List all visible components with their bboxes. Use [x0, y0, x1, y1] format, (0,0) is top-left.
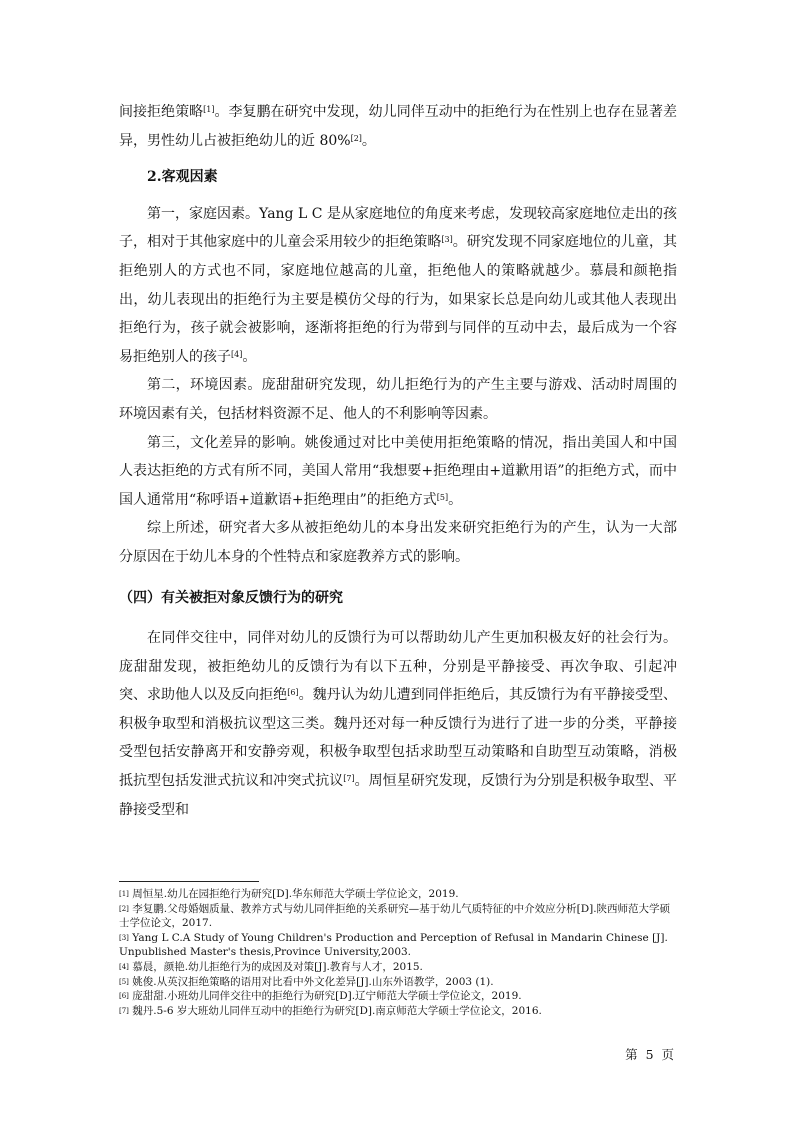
paragraph-summary: 综上所述，研究者大多从被拒绝幼儿的本身出发来研究拒绝行为的产生，认为一大部分原因在于幼儿本身的个性特点和家庭教养方式的影响。	[119, 520, 677, 565]
body-text	[119, 98, 677, 824]
citation-ref[interactable]: [7]	[343, 774, 355, 784]
citation-ref[interactable]: [4]	[231, 349, 243, 359]
citation-ref[interactable]: [6]	[287, 688, 299, 698]
footnote	[119, 1004, 679, 1019]
text: 。	[361, 132, 376, 149]
text: 第三，文化差异的影响。姚俊通过对比中美使用拒绝策略的情况，指出美国人和中国人表达拒绝的方式有所不同，美国人常用“我想要+拒绝理由+道歉用语”的拒绝方式，而中国人通常用“称呼语+道歉语+拒绝理由”的拒绝方式	[119, 434, 677, 508]
footnote-mark: [4]	[119, 962, 129, 971]
page-number: 第 5 页	[625, 1047, 676, 1062]
text: 。	[448, 491, 463, 508]
citation-ref[interactable]: [2]	[350, 133, 362, 143]
footnote-mark: [1]	[119, 890, 129, 898]
paragraph-family-factors	[119, 200, 677, 372]
footnote	[119, 902, 679, 931]
citation-ref[interactable]: [3]	[441, 235, 453, 245]
citation-ref[interactable]: [1]	[203, 105, 215, 114]
footnote-text: 周恒星.幼儿在园拒绝行为研究[D].华东师范大学硕士学位论文，2019.	[128, 888, 459, 900]
footnote	[119, 931, 679, 960]
footnote	[119, 975, 679, 990]
paragraph-environment: 第二，环境因素。庞甜甜研究发现，幼儿拒绝行为的产生主要与游戏、活动时周围的环境因素有关，包括材料资源不足、他人的不利影响等因素。	[119, 377, 677, 422]
text: 在同伴交往中，同伴对幼儿的反馈行为可以帮助幼儿产生更加积极友好的社会行为。庞甜甜发现，被拒绝幼儿的反馈行为有以下五种，分别是平静接受、再次争取、引起冲突、求助他人以及反向拒绝	[119, 630, 677, 704]
footnote-text: Yang L C.A Study of Young Children's Production and Perception of Refusal in Mandarin Chinese [J]. Unpublished Master's thesis,Province University,2003.	[119, 931, 668, 959]
footnote	[119, 960, 679, 975]
footnote-mark: [2]	[119, 904, 129, 913]
footnote-mark: [3]	[119, 933, 129, 942]
footnote-mark: [7]	[119, 1006, 129, 1015]
paragraph-feedback	[119, 624, 677, 824]
citation-ref[interactable]: [5]	[436, 492, 449, 502]
text: 。魏丹认为幼儿遭到同伴拒绝后，其反馈行为有平静接受型、积极争取型和消极抗议型这三类。魏丹还对每一种反馈行为进行了进一步的分类，平静接受型包括安静离开和安静旁观，积极争取型包括求助型互动策略和自助型互动策略，消极抵抗型包括发泄式抗议和冲突式抗议	[119, 687, 677, 790]
footnote-text: 姚俊.从英汉拒绝策略的语用对比看中外文化差异[J].山东外语教学，2003 (1).	[128, 975, 494, 988]
footnote-text: 魏丹.5-6 岁大班幼儿同伴互动中的拒绝行为研究[D].南京师范大学硕士学位论文，2016.	[128, 1004, 542, 1017]
section-heading: （四）有关被拒对象反馈行为的研究	[119, 589, 343, 606]
footnote-mark: [6]	[119, 992, 129, 1001]
footnotes	[119, 887, 679, 1018]
text: 。周恒星研究发现，反馈行为分别是积极争取型、平静接受型和	[119, 773, 678, 818]
paragraph-continued	[119, 98, 677, 155]
footnote	[119, 989, 679, 1004]
text: 。研究发现不同家庭地位的儿童，其拒绝别人的方式也不同，家庭地位越高的儿童，拒绝他人的策略就越少。慕晨和颜艳指出，幼儿表现出的拒绝行为主要是模仿父母的行为，如果家长总是向幼儿或其他人表现出拒绝行为，孩子就会被影响，逐渐将拒绝的行为带到与同伴的互动中去，最后成为一个容易拒绝别人的孩子	[119, 234, 678, 365]
footnote-text: 李复鹏.父母婚姻质量、教养方式与幼儿同伴拒绝的关系研究—基于幼儿气质特征的中介效应分析[D].陕西师范大学硕士学位论文，2017.	[119, 902, 671, 930]
footnote-text: 慕晨，颜艳.幼儿拒绝行为的成因及对策[J].教育与人才，2015.	[128, 960, 423, 973]
text: 间接拒绝策略	[119, 104, 204, 120]
text: 。	[242, 348, 257, 365]
footnote-mark: [5]	[119, 977, 129, 986]
paragraph-culture	[119, 429, 677, 515]
text: 。李复鹏在研究中发现，幼儿同伴互动中的拒绝行为在性别上也存在显著差异，男性幼儿占被拒绝幼儿的近 80%	[119, 104, 678, 149]
text: 第一，家庭因素。Yang L C 是从家庭地位的角度来考虑，发现较高家庭地位走出的孩子，相对于其他家庭中的儿童会采用较少的拒绝策略	[119, 205, 677, 251]
footnote-text: 庞甜甜.小班幼儿同伴交往中的拒绝行为研究[D].辽宁师范大学硕士学位论文，2019.	[128, 990, 522, 1003]
footnote-divider	[119, 881, 259, 882]
footnote	[119, 887, 679, 902]
subsection-heading: 2.客观因素	[147, 169, 218, 186]
